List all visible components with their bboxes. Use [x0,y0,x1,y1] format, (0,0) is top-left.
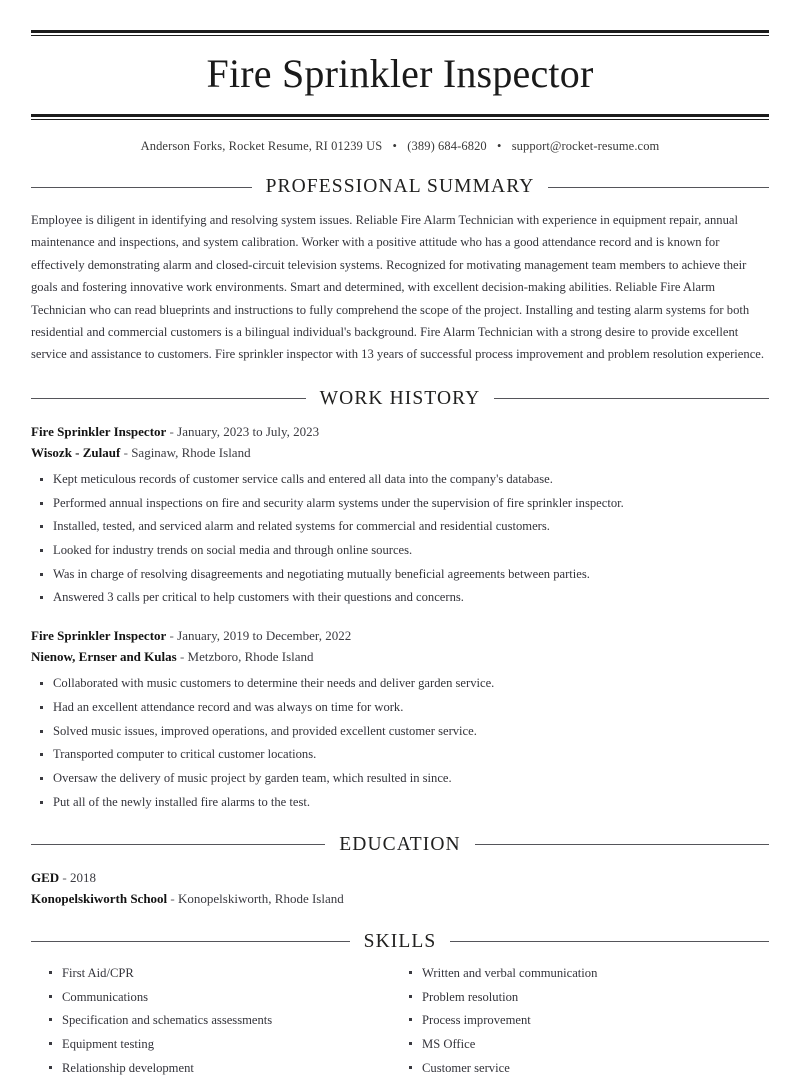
work-company: Nienow, Ernser and Kulas [31,649,177,665]
list-item: MS Office [400,1035,769,1053]
contact-separator-2: • [497,139,502,153]
section-header-skills [31,931,769,953]
work-location: Saginaw, Rhode Island [131,444,251,460]
list-item: Put all of the newly installed fire alarms to the test. [31,793,769,812]
work-bullet-list [31,674,769,811]
resume-page [0,30,800,1075]
list-item: Collaborated with music customers to determine their needs and deliver garden service. [31,674,769,693]
work-entry-company-line [31,442,769,463]
work-dates: January, 2019 to December, 2022 [177,628,352,644]
list-item: Written and verbal communication [400,964,769,982]
list-item: Looked for industry trends on social media and through online sources. [31,541,769,560]
work-company-dash: - [176,649,188,665]
work-dates: January, 2023 to July, 2023 [177,423,320,439]
work-bullet-list [31,470,769,607]
education-location: Konopelskiworth, Rhode Island [178,890,344,906]
list-item: Had an excellent attendance record and was always on time for work. [31,698,769,717]
list-item: Was in charge of resolving disagreements and negotiating mutually beneficial agreements between parties. [31,565,769,584]
work-job-title: Fire Sprinkler Inspector [31,423,167,439]
list-item: Transported computer to critical customer locations. [31,745,769,764]
list-item: Solved music issues, improved operations, and provided excellent customer service. [31,722,769,741]
summary-paragraph: Employee is diligent in identifying and resolving system issues. Reliable Fire Alarm Technician with experience in equipment repair, annual maintenance and inspections, and system calibration. Worker with a positive attitude who has a good attendance record and is known for effectively demonstrating alarm and closed-circuit television systems. Recognized for motivating management team members to achieve their goals and fostering innovative work environments. Smart and determined, with excellent decision-making abilities. Reliable Fire Alarm Technician who can read blueprints and instructions to fully comprehend the scope of the project. Installing and testing alarm systems for both residential and commercial customers is a bilingual individual's background. Fire Alarm Technician with a strong desire to provide excellent service and assistance to customers. Fire sprinkler inspector with 13 years of successful process improvement and problem resolution experience. [31,213,765,362]
work-title-dash: - [166,628,178,644]
work-entry [31,625,769,811]
education-entry [31,867,769,909]
section-header-summary [31,176,769,198]
list-item: First Aid/CPR [40,964,400,982]
section-rule-right [475,844,769,845]
work-location: Metzboro, Rhode Island [187,649,314,665]
work-entry [31,421,769,607]
education-degree-line [31,867,769,888]
list-item: Communications [40,988,400,1006]
section-rule-right [494,398,769,399]
work-job-title: Fire Sprinkler Inspector [31,628,167,644]
work-entry-title-line [31,421,769,442]
section-rule-right [450,941,769,942]
list-item: Answered 3 calls per critical to help customers with their questions and concerns. [31,588,769,607]
list-item: Installed, tested, and serviced alarm and related systems for commercial and residential customers. [31,517,769,536]
skills-list-right [400,964,769,1077]
section-rule-right [548,187,769,188]
skills-list-left [40,964,400,1077]
education-year: 2018 [70,869,97,885]
work-company: Wisozk - Zulauf [31,444,121,460]
education-school-line [31,888,769,909]
contact-line [31,120,769,154]
contact-email[interactable]: support@rocket-resume.com [511,139,660,153]
section-title-skills: SKILLS [363,930,437,952]
section-rule-left [31,844,325,845]
work-entry-title-line [31,625,769,646]
work-title-dash: - [166,423,178,439]
list-item: Kept meticulous records of customer service calls and entered all data into the company's database. [31,470,769,489]
contact-separator-1: • [392,139,398,153]
list-item: Problem resolution [400,988,769,1006]
list-item: Customer service [400,1059,769,1077]
page-title: Fire Sprinkler Inspector [206,51,594,96]
list-item: Process improvement [400,1011,769,1029]
work-company-dash: - [120,444,132,460]
list-item: Relationship development [40,1059,400,1077]
section-rule-left [31,187,252,188]
skills-column-left [31,964,400,1083]
education-degree: GED [31,869,60,885]
list-item: Oversaw the delivery of music project by garden team, which resulted in since. [31,769,769,788]
list-item: Equipment testing [40,1035,400,1053]
contact-address: Anderson Forks, Rocket Resume, RI 01239 US [140,139,383,153]
education-degree-dash: - [59,869,71,885]
section-title-summary: PROFESSIONAL SUMMARY [265,176,535,197]
section-header-work-history [31,388,769,410]
list-item: Performed annual inspections on fire and security alarm systems under the supervision of fire sprinkler inspector. [31,494,769,513]
list-item: Specification and schematics assessments [40,1011,400,1029]
education-school-dash: - [167,890,179,906]
section-rule-left [31,941,350,942]
skills-column-right [400,964,769,1083]
section-header-education [31,834,769,856]
work-entry-company-line [31,646,769,667]
section-rule-left [31,398,306,399]
section-title-education: EDUCATION [339,833,461,855]
skills-columns [31,964,769,1083]
section-title-work-history: WORK HISTORY [319,387,481,409]
education-school: Konopelskiworth School [31,890,168,906]
contact-phone[interactable]: (389) 684-6820 [407,139,487,153]
